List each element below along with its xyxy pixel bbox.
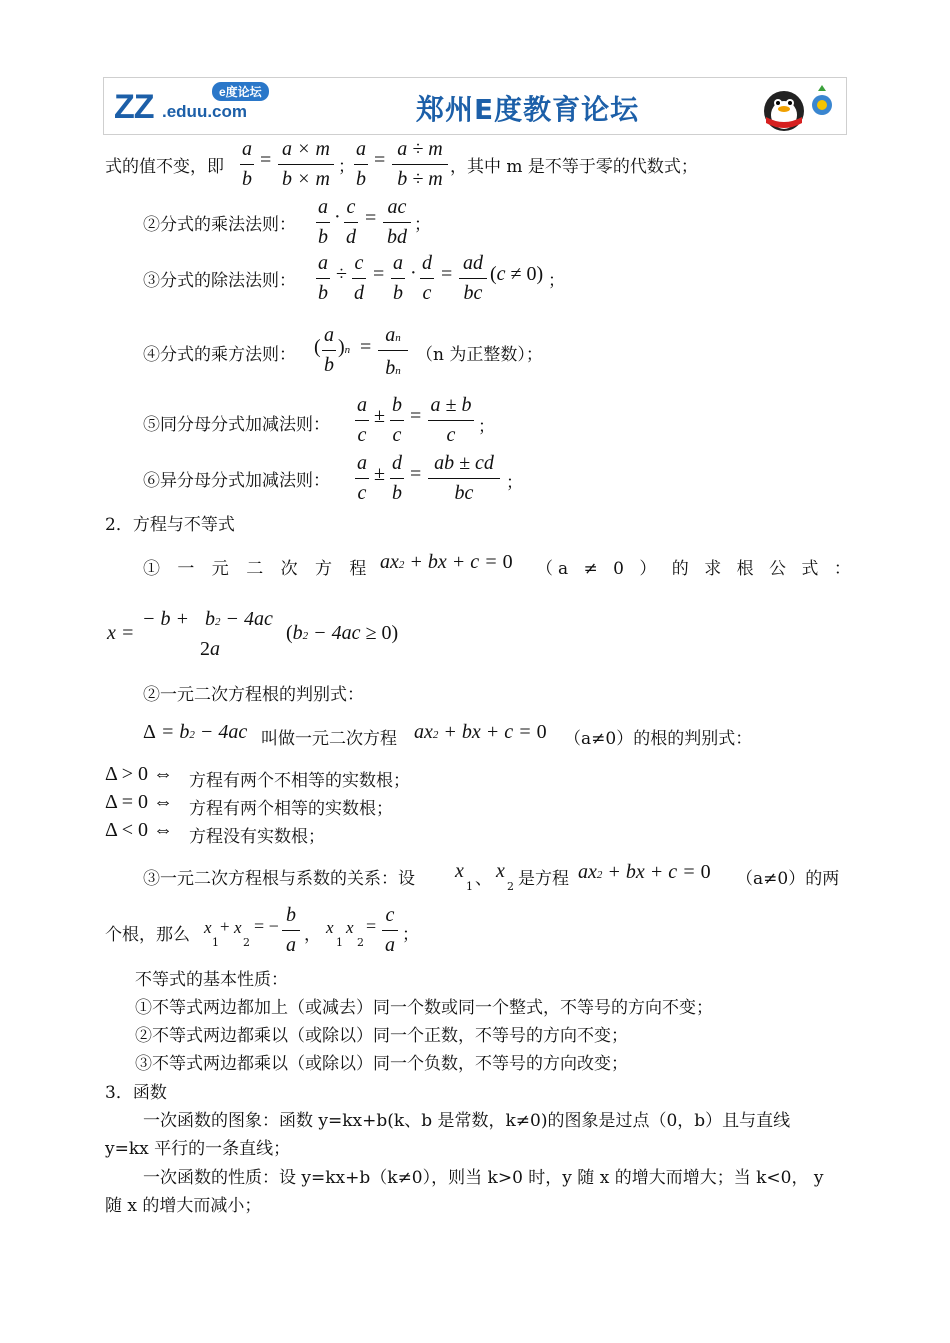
text-line: ②不等式两边都乘以（或除以）同一个正数，不等号的方向不变； — [135, 1026, 628, 1046]
fraction: a b — [318, 196, 328, 248]
text-line: ④分式的乘方法则： — [143, 345, 296, 365]
fraction: a b — [242, 138, 252, 190]
fraction: a c — [357, 394, 367, 446]
text-line: ②一元二次方程根的判别式： — [143, 685, 364, 705]
text-line: ①不等式两边都加上（或减去）同一个数或同一个整式，不等号的方向不变； — [135, 998, 713, 1018]
section-heading: 2．方程与不等式 — [105, 515, 235, 535]
fraction-bar — [352, 278, 366, 279]
fraction: a ± b c — [428, 390, 474, 450]
fraction-bar — [428, 420, 474, 421]
text-line: 式的值不变，即 — [105, 157, 224, 177]
fraction-bar — [282, 930, 300, 931]
fraction: ad bc — [459, 248, 487, 308]
text-line: ②分式的乘法法则： — [143, 215, 296, 235]
banner-title: 郑州E度教育论坛 — [416, 93, 640, 126]
fraction-bar — [390, 420, 404, 421]
fraction: c d — [346, 196, 356, 248]
text-line: ⑥异分母分式加减法则： — [143, 471, 330, 491]
fraction: ab ± cd bc — [428, 448, 500, 508]
fraction: ac bd — [383, 192, 411, 252]
fraction: a b — [318, 252, 328, 304]
fraction-bar — [316, 222, 330, 223]
fraction: a b — [393, 252, 403, 304]
fraction: c d — [354, 252, 364, 304]
fraction: b a — [282, 900, 300, 960]
fraction-bar — [278, 164, 334, 165]
text-line: 一次函数的图象：函数 y=kx+b(k、b 是常数，k≠0)的图象是过点（0，b）且与直线 — [143, 1111, 791, 1131]
fraction-bar — [382, 930, 398, 931]
fraction: a c — [357, 452, 367, 504]
text-line: ③分式的除法法则： — [143, 271, 296, 291]
fraction: a ÷ m b ÷ m — [392, 134, 448, 194]
fraction-bar — [420, 278, 434, 279]
text-line: （n 为正整数）； — [416, 345, 543, 365]
text-line: 是方程 — [518, 869, 569, 889]
fraction-bar — [322, 350, 336, 351]
fraction: a b — [356, 138, 366, 190]
penguin-mascot-icon — [756, 81, 838, 131]
fraction-bar — [240, 164, 254, 165]
fraction: a × m b × m — [278, 134, 334, 194]
fraction-bar — [459, 278, 487, 279]
fraction-bar — [378, 350, 408, 351]
fraction: a b — [324, 324, 334, 376]
fraction-bar — [344, 222, 358, 223]
text-line: 随 x 的增大而减小； — [105, 1196, 262, 1216]
text-line: 个根，那么 — [105, 925, 190, 945]
fraction: c a — [382, 900, 398, 960]
text-line: ⑤同分母分式加减法则： — [143, 415, 330, 435]
fraction-bar — [355, 478, 369, 479]
text-line: 不等式的基本性质： — [135, 970, 288, 990]
logo-text: ZZ — [114, 88, 154, 126]
text-line: （a≠0）的两 — [736, 869, 840, 889]
fraction: d b — [392, 452, 402, 504]
text-line: 方程没有实数根； — [189, 827, 325, 847]
fraction-bar — [391, 278, 405, 279]
fraction-bar — [355, 420, 369, 421]
section-heading: 3．函数 — [105, 1083, 167, 1103]
text-line: 方程有两个不相等的实数根； — [189, 771, 410, 791]
fraction: d c — [422, 252, 432, 304]
text-line: 方程有两个相等的实数根； — [189, 799, 393, 819]
text-line: ③不等式两边都乘以（或除以）同一个负数，不等号的方向改变； — [135, 1054, 628, 1074]
text-line: （a≠0）的根的判别式： — [564, 729, 753, 749]
fraction-bar — [390, 478, 404, 479]
logo-badge: e度论坛 — [212, 82, 269, 101]
text-line: 叫做一元二次方程 — [261, 729, 397, 749]
text-line: 一次函数的性质：设 y=kx+b（k≠0），则当 k>0 时，y 随 x 的增大而增大；当 k<0， y — [143, 1168, 824, 1188]
fraction: b c — [392, 394, 402, 446]
text-line: （a ≠ 0 ） 的 求 根 公 式 ： — [536, 559, 856, 579]
fraction-bar — [392, 164, 448, 165]
text-line: ，其中 m 是不等于零的代数式； — [450, 157, 698, 177]
fraction: an bn — [378, 320, 408, 386]
fraction-bar — [354, 164, 368, 165]
fraction-bar — [383, 222, 411, 223]
text-line: y=kx 平行的一条直线； — [105, 1139, 291, 1159]
text-line: ③一元二次方程根与系数的关系：设 — [143, 869, 415, 889]
fraction-bar — [316, 278, 330, 279]
logo-domain: .eduu.com — [162, 102, 248, 121]
fraction-bar — [428, 478, 500, 479]
text-line: ① 一 元 二 次 方 程 — [143, 559, 373, 579]
header-banner — [103, 77, 847, 135]
